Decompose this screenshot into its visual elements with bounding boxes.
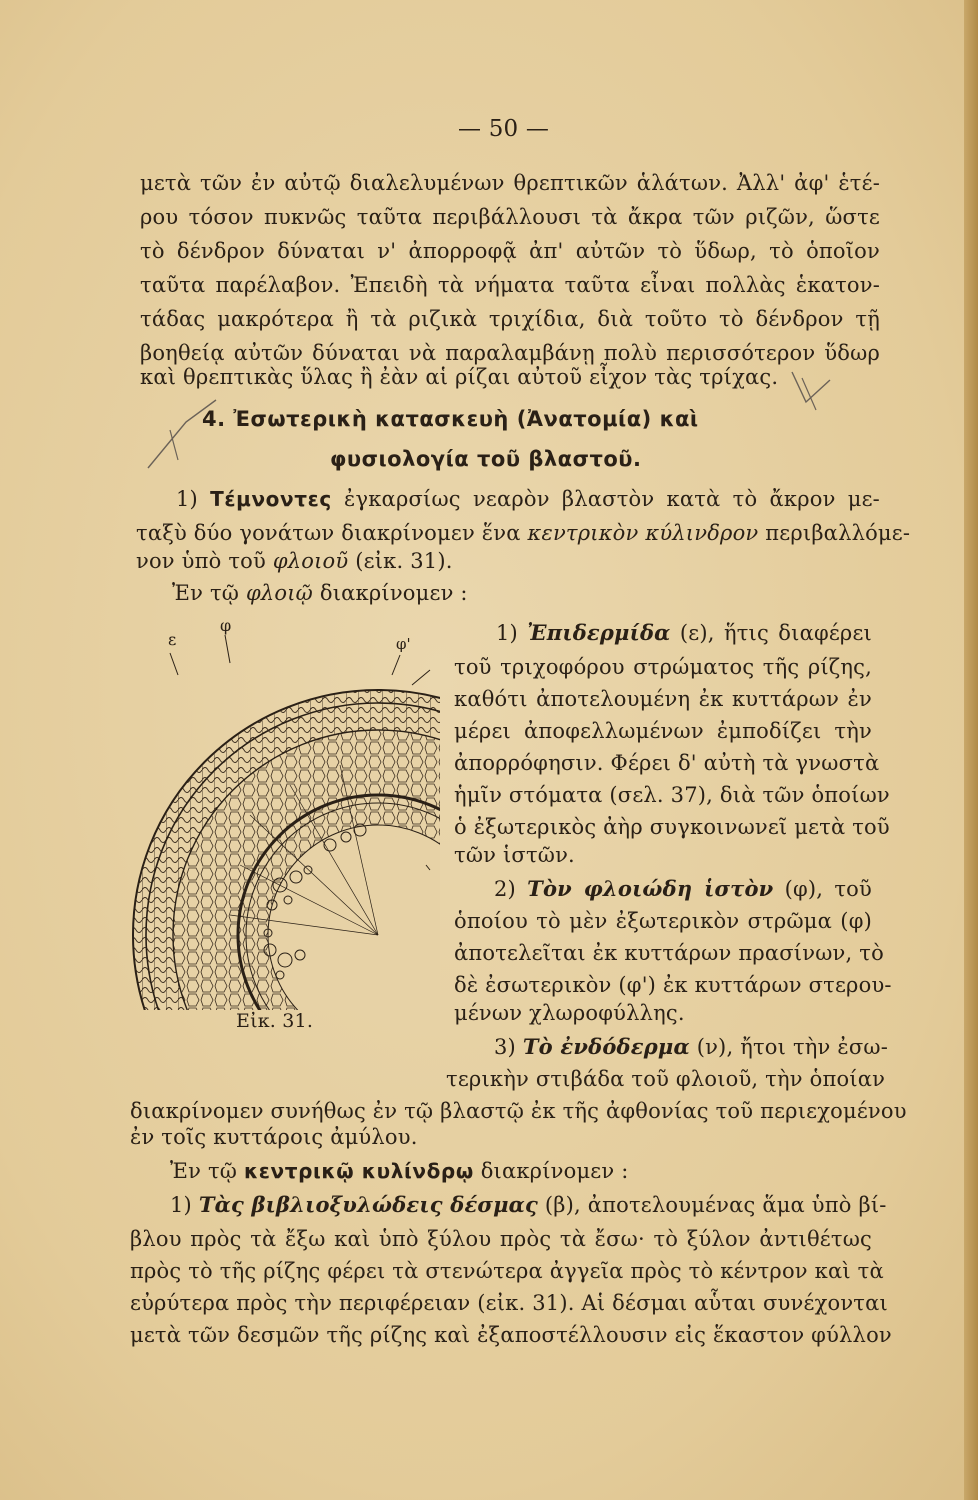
text-line: ὁ ἐξωτερικὸς ἀὴρ συγκοινωνεῖ μετὰ τοῦ [454, 815, 890, 839]
text-line: μετὰ τῶν ἐν αὐτῷ διαλελυμένων θρεπτικῶν ἁλάτων. Ἀλλ' ἀφ' ἑτέ- [140, 171, 880, 195]
page-number: — 50 — [458, 116, 550, 142]
text-line: ἐν τοῖς κυττάροις ἀμύλου. [130, 1125, 418, 1149]
text-line: δὲ ἐσωτερικὸν (φ') ἐκ κυττάρων στερου- [454, 973, 892, 997]
text-line: καθότι ἀποτελουμένη ἐκ κυττάρων ἐν [454, 687, 872, 711]
text-line: ὁποίου τὸ μὲν ἐξωτερικὸν στρῶμα (φ) [454, 909, 872, 933]
text-line: Ἐν τῷ φλοιῷ διακρίνομεν : [172, 581, 468, 605]
figure-stem-cross-section [130, 615, 460, 1010]
text-line: καὶ θρεπτικὰς ὕλας ἢ ἐὰν αἱ ρίζαι αὐτοῦ εἶχον τὰς τρίχας. [140, 365, 779, 389]
text-line: μετὰ τῶν δεσμῶν τῆς ρίζης καὶ ἐξαποστέλλουσιν εἰς ἕκαστον φύλλον [130, 1323, 892, 1347]
figure-caption: Εἰκ. 31. [236, 1010, 314, 1032]
text-line: πρὸς τὸ τῆς ρίζης φέρει τὰ στενώτερα ἀγγεῖα πρὸς τὸ κέντρον καὶ τὰ [130, 1259, 884, 1283]
text-line: 1) Τὰς βιβλιοξυλώδεις δέσμας (β), ἀποτελουμένας ἅμα ὑπὸ βί- [170, 1192, 887, 1217]
text-line: ταῦτα παρέλαβον. Ἐπειδὴ τὰ νήματα ταῦτα εἶναι πολλὰς ἑκατον- [140, 273, 880, 297]
text-line: ταξὺ δύο γονάτων διακρίνομεν ἕνα κεντρικὸν κύλινδρον περιβαλλόμε- [136, 521, 911, 545]
section-heading-cont: φυσιολογία τοῦ βλαστοῦ. [330, 447, 642, 471]
text-line: 1) Τέμνοντες ἐγκαρσίως νεαρὸν βλαστὸν κατὰ τὸ ἄκρον με- [176, 487, 880, 511]
text-line: τὸ δένδρον δύναται ν' ἀπορροφᾷ ἀπ' αὐτῶν τὸ ὕδωρ, τὸ ὁποῖον [140, 239, 880, 263]
text-line: ἡμῖν στόματα (σελ. 37), διὰ τῶν ὁποίων [454, 783, 890, 807]
stem-diagram [130, 615, 460, 1010]
text-line: ρου τόσον πυκνῶς ταῦτα περιβάλλουσι τὰ ἄκρα τῶν ριζῶν, ὥστε [140, 205, 880, 229]
text-line: βοηθείᾳ αὐτῶν δύναται νὰ παραλαμβάνῃ πολὺ περισσότερον ὕδωρ [140, 341, 880, 365]
text-line: Ἐν τῷ κεντρικῷ κυλίνδρῳ διακρίνομεν : [170, 1159, 629, 1183]
label-epsilon: ε [168, 630, 177, 649]
text-line: τάδας μακρότερα ἢ τὰ ριζικὰ τριχίδια, διὰ τοῦτο τὸ δένδρον τῇ [140, 307, 880, 331]
page-spine-edge [964, 0, 978, 1500]
text-line: μέρει ἀποφελλωμένων ἐμποδίζει τὴν [454, 719, 872, 743]
text-line: τερικὴν στιβάδα τοῦ φλοιοῦ, τὴν ὁποίαν [446, 1067, 886, 1091]
text-line: νον ὑπὸ τοῦ φλοιοῦ (εἰκ. 31). [136, 549, 453, 573]
text-line: βλου πρὸς τὰ ἔξω καὶ ὑπὸ ξύλου πρὸς τὰ ἔσω· τὸ ξύλον ἀντιθέτως [130, 1227, 872, 1251]
text-line: μένων χλωροφύλλης. [454, 1001, 685, 1025]
text-line: 3) Τὸ ἐνδόδερμα (ν), ἤτοι τὴν ἐσω- [494, 1034, 889, 1059]
label-phi-prime: φ' [396, 635, 411, 653]
text-line: τοῦ τριχοφόρου στρώματος τῆς ρίζης, [454, 655, 872, 679]
text-line: 2) Τὸν φλοιώδη ἱστὸν (φ), τοῦ [494, 876, 872, 901]
text-line: 1) Ἐπιδερμίδα (ε), ἥτις διαφέρει [496, 620, 872, 645]
text-line: ἀπορρόφησιν. Φέρει δ' αὐτὴ τὰ γνωστὰ [454, 751, 880, 775]
text-line: διακρίνομεν συνήθως ἐν τῷ βλαστῷ ἐκ τῆς ἀφθονίας τοῦ περιεχομένου [130, 1099, 907, 1123]
text-line: τῶν ἱστῶν. [454, 843, 575, 867]
section-heading: 4. Ἐσωτερικὴ κατασκευὴ (Ἀνατομία) καὶ [202, 407, 699, 431]
label-phi: φ [220, 616, 232, 635]
text-line: εὐρύτερα πρὸς τὴν περιφέρειαν (εἰκ. 31). Αἱ δέσμαι αὗται συνέχονται [130, 1291, 888, 1315]
text-line: ἀποτελεῖται ἐκ κυττάρων πρασίνων, τὸ [454, 941, 884, 965]
